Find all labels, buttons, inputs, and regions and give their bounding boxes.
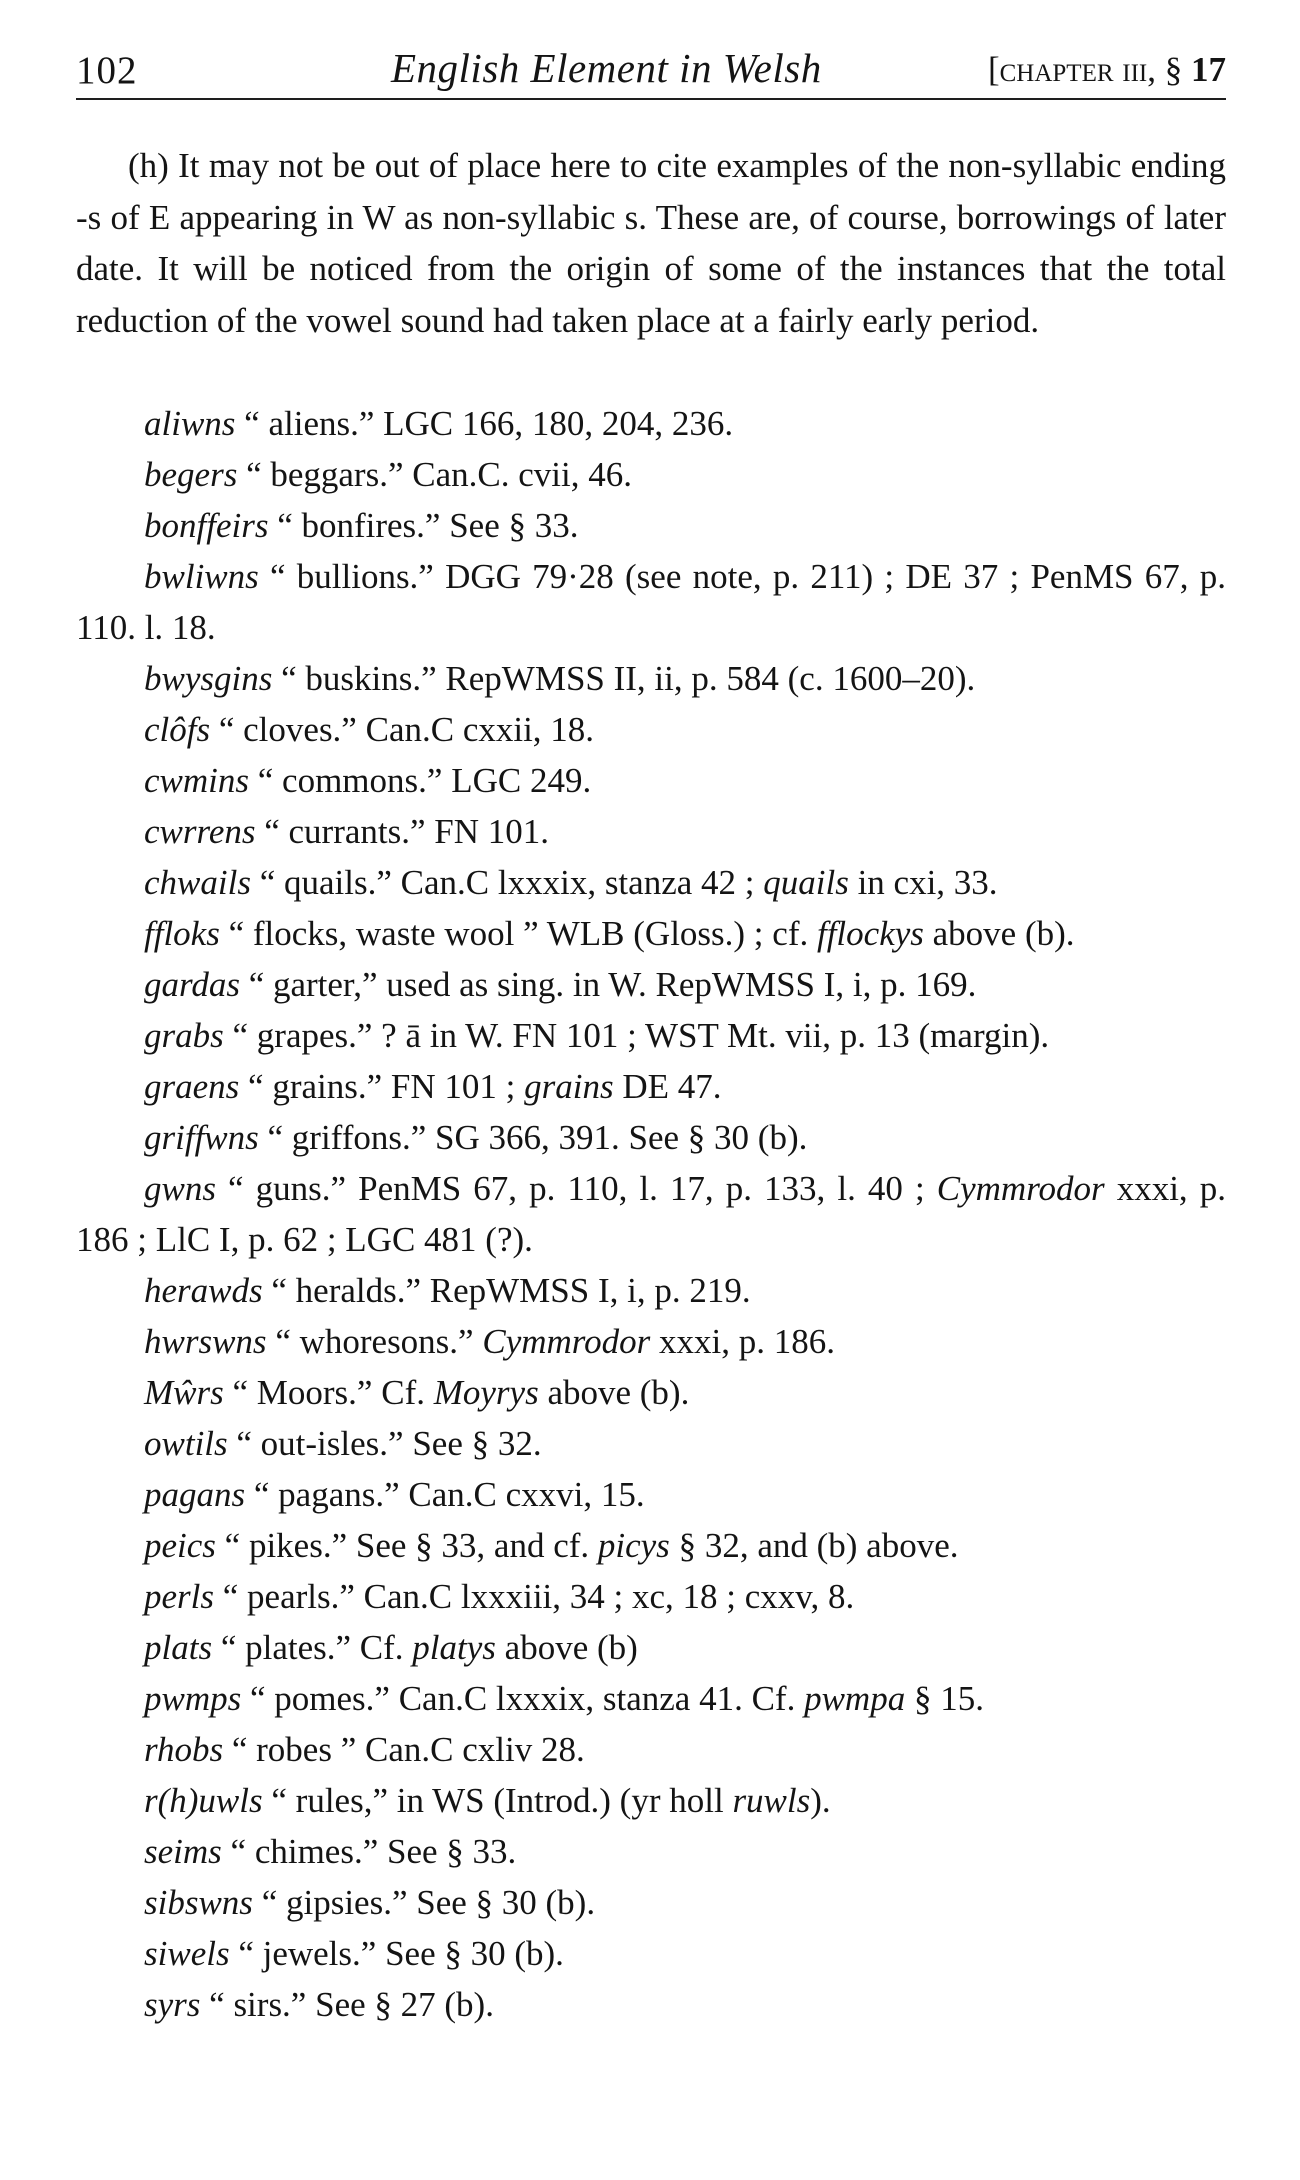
list-item: [76, 755, 1226, 806]
entry-word: owtils: [144, 1424, 228, 1463]
entry-word: graens: [144, 1067, 240, 1106]
entry-reference-continued: xxxi, p. 186.: [658, 1322, 835, 1361]
entry-gloss: “ bonfires.”: [277, 506, 441, 545]
entry-reference-continued: above (b).: [932, 914, 1075, 953]
entry-italic-reference: picys: [597, 1526, 670, 1565]
entry-gloss: “ garter,”: [248, 965, 378, 1004]
list-item: [76, 1469, 1226, 1520]
entry-word: aliwns: [144, 404, 236, 443]
entry-gloss: “ commons.”: [257, 761, 443, 800]
entry-gloss: “ robes ”: [231, 1730, 357, 1769]
entry-word: clôfs: [144, 710, 211, 749]
entry-reference: Can.C cxxvi, 15.: [408, 1475, 645, 1514]
entry-word: siwels: [144, 1934, 230, 1973]
entry-reference: FN 101.: [434, 812, 550, 851]
list-item: [76, 857, 1226, 908]
list-item: [76, 704, 1226, 755]
entry-word: sibswns: [144, 1883, 253, 1922]
entry-word: rhobs: [144, 1730, 224, 1769]
entry-gloss: “ beggars.”: [246, 455, 404, 494]
entry-gloss: “ flocks, waste wool ”: [228, 914, 539, 953]
list-item: [76, 1724, 1226, 1775]
entry-reference-continued: § 32, and (b) above.: [678, 1526, 959, 1565]
entry-word: plats: [144, 1628, 213, 1667]
entry-reference: ? ā in W. FN 101 ; WST Mt. vii, p. 13 (margin).: [381, 1016, 1050, 1055]
entry-italic-reference: Moyrys: [433, 1373, 539, 1412]
entry-reference-continued: above (b).: [547, 1373, 690, 1412]
list-item: [76, 551, 1226, 653]
list-item: [76, 1928, 1226, 1979]
entry-gloss: “ Moors.”: [232, 1373, 373, 1412]
entry-word: seims: [144, 1832, 222, 1871]
entry-reference-continued: § 15.: [913, 1679, 984, 1718]
entry-gloss: “ pomes.”: [250, 1679, 390, 1718]
list-item: [76, 1112, 1226, 1163]
entry-word: pagans: [144, 1475, 246, 1514]
list-item: [76, 1418, 1226, 1469]
entry-word: gwns: [144, 1169, 216, 1208]
entry-word: peics: [144, 1526, 216, 1565]
entry-gloss: “ currants.”: [264, 812, 426, 851]
entry-gloss: “ gipsies.”: [261, 1883, 408, 1922]
running-header: [76, 38, 1226, 100]
entry-reference-continued: above (b): [504, 1628, 638, 1667]
entry-reference: LGC 166, 180, 204, 236.: [383, 404, 734, 443]
entry-gloss: “ aliens.”: [244, 404, 375, 443]
entry-reference: Can.C cxxii, 18.: [365, 710, 595, 749]
entry-reference: See § 30 (b).: [385, 1934, 564, 1973]
list-item: [76, 653, 1226, 704]
list-item: [76, 908, 1226, 959]
entry-reference: See § 33.: [387, 1832, 517, 1871]
entry-word: cwmins: [144, 761, 249, 800]
entry-gloss: “ grains.”: [248, 1067, 383, 1106]
list-item: [76, 1877, 1226, 1928]
entry-word: grabs: [144, 1016, 224, 1055]
entry-gloss: “ chimes.”: [230, 1832, 379, 1871]
entry-gloss: “ jewels.”: [238, 1934, 377, 1973]
entry-reference: DGG 79·28 (see note, p. 211) ; DE 37 ; PenMS 67, p. 110. l. 18.: [76, 557, 1226, 647]
intro-paragraph: [76, 140, 1226, 346]
list-item: [76, 1571, 1226, 1622]
entry-word: begers: [144, 455, 238, 494]
list-item: [76, 1367, 1226, 1418]
entry-word: perls: [144, 1577, 214, 1616]
list-item: [76, 1316, 1226, 1367]
chapter-section-number: 17: [1191, 50, 1226, 89]
list-item: [76, 1520, 1226, 1571]
entry-reference: See § 33, and cf.: [355, 1526, 590, 1565]
entry-reference: LGC 249.: [451, 761, 592, 800]
running-title: English Element in Welsh: [391, 45, 822, 91]
entry-reference: Can.C lxxxix, stanza 42 ;: [400, 863, 755, 902]
list-item: [76, 398, 1226, 449]
intro-text-block: [76, 140, 1226, 346]
entry-word: hwrswns: [144, 1322, 267, 1361]
entry-word: griffwns: [144, 1118, 259, 1157]
entry-word: r(h)uwls: [144, 1781, 263, 1820]
entry-reference: Can.C lxxxiii, 34 ; xc, 18 ; cxxv, 8.: [363, 1577, 855, 1616]
page-number: 102: [76, 49, 138, 92]
list-item: [76, 500, 1226, 551]
list-item: [76, 1673, 1226, 1724]
entry-gloss: “ heralds.”: [271, 1271, 422, 1310]
entry-gloss: “ pagans.”: [253, 1475, 400, 1514]
intro-label: (h): [128, 146, 169, 185]
entry-gloss: “ pearls.”: [222, 1577, 355, 1616]
list-item: [76, 449, 1226, 500]
chapter-label: [chapter iii, §: [987, 50, 1183, 89]
intro-text: It may not be out of place here to cite examples of the non-syllabic ending -s of E appearing in W as non-syllabic s. These are, of course, borrowings of later date. It will be noticed from the origin of some of the instances that the total reduction of the vowel sound had taken place at a fairly early period.: [76, 146, 1227, 340]
entry-reference: See § 33.: [449, 506, 579, 545]
entry-word: bonffeirs: [144, 506, 269, 545]
entry-word: gardas: [144, 965, 240, 1004]
entry-reference: WLB (Gloss.) ; cf.: [546, 914, 809, 953]
entry-reference: Cf.: [381, 1373, 425, 1412]
entry-reference: RepWMSS I, i, p. 219.: [429, 1271, 751, 1310]
list-item: [76, 959, 1226, 1010]
entry-word: chwails: [144, 863, 251, 902]
list-item: [76, 806, 1226, 857]
entry-italic-reference: quails: [763, 863, 849, 902]
entry-reference: Can.C. cvii, 46.: [412, 455, 632, 494]
entry-reference: FN 101 ;: [390, 1067, 516, 1106]
entry-gloss: “ cloves.”: [218, 710, 357, 749]
entry-gloss: “ guns.”: [228, 1169, 347, 1208]
entry-italic-reference: fflockys: [816, 914, 924, 953]
entry-gloss: “ out-isles.”: [236, 1424, 404, 1463]
entry-italic-reference: ruwls: [732, 1781, 811, 1820]
entry-gloss: “ sirs.”: [209, 1985, 307, 2024]
entry-reference: SG 366, 391. See § 30 (b).: [435, 1118, 808, 1157]
entry-italic-reference: Cymmrodor: [482, 1322, 651, 1361]
entry-italic-reference: grains: [524, 1067, 614, 1106]
entry-gloss: “ rules,”: [271, 1781, 388, 1820]
entry-word: syrs: [144, 1985, 201, 2024]
entry-word: herawds: [144, 1271, 263, 1310]
entry-word: cwrrens: [144, 812, 256, 851]
entry-reference: Can.C lxxxix, stanza 41. Cf.: [398, 1679, 796, 1718]
entry-gloss: “ quails.”: [259, 863, 392, 902]
list-item: [76, 1979, 1226, 2030]
entry-reference: Can.C cxliv 28.: [365, 1730, 585, 1769]
entry-reference-continued: xxxi, p. 186 ; LlC I, p. 62 ; LGC 481 (?).: [76, 1169, 1226, 1259]
entry-reference: in WS (Introd.) (yr holl: [396, 1781, 724, 1820]
entry-reference-continued: DE 47.: [622, 1067, 722, 1106]
entry-italic-reference: platys: [412, 1628, 496, 1667]
entry-gloss: “ buskins.”: [281, 659, 437, 698]
entry-reference: See § 30 (b).: [416, 1883, 596, 1922]
list-item: [76, 1061, 1226, 1112]
list-item: [76, 1163, 1226, 1265]
list-item: [76, 1622, 1226, 1673]
entry-gloss: “ whoresons.”: [275, 1322, 474, 1361]
list-item: [76, 1010, 1226, 1061]
entry-reference-continued: ).: [810, 1781, 831, 1820]
entry-gloss: “ bullions.”: [270, 557, 434, 596]
entry-italic-reference: pwmpa: [804, 1679, 906, 1718]
entry-word: Mŵrs: [144, 1373, 224, 1412]
list-item: [76, 1775, 1226, 1826]
entry-reference-continued: in cxi, 33.: [857, 863, 998, 902]
entry-word: bwysgins: [144, 659, 273, 698]
entry-word: ffloks: [144, 914, 220, 953]
chapter-reference: [988, 50, 1226, 90]
entry-reference: See § 27 (b).: [315, 1985, 494, 2024]
entry-word: bwliwns: [144, 557, 259, 596]
entry-reference: RepWMSS II, ii, p. 584 (c. 1600–20).: [445, 659, 976, 698]
entry-reference: Cf.: [359, 1628, 404, 1667]
word-list: [76, 398, 1226, 2030]
entry-reference: PenMS 67, p. 110, l. 17, p. 133, l. 40 ;: [358, 1169, 925, 1208]
entry-gloss: “ pikes.”: [224, 1526, 348, 1565]
entry-reference: See § 32.: [412, 1424, 542, 1463]
entry-gloss: “ grapes.”: [232, 1016, 373, 1055]
entry-reference: used as sing. in W. RepWMSS I, i, p. 169.: [386, 965, 977, 1004]
entry-gloss: “ griffons.”: [267, 1118, 427, 1157]
list-item: [76, 1826, 1226, 1877]
entry-gloss: “ plates.”: [220, 1628, 352, 1667]
list-item: [76, 1265, 1226, 1316]
entry-word: pwmps: [144, 1679, 242, 1718]
entry-italic-reference: Cymmrodor: [936, 1169, 1105, 1208]
